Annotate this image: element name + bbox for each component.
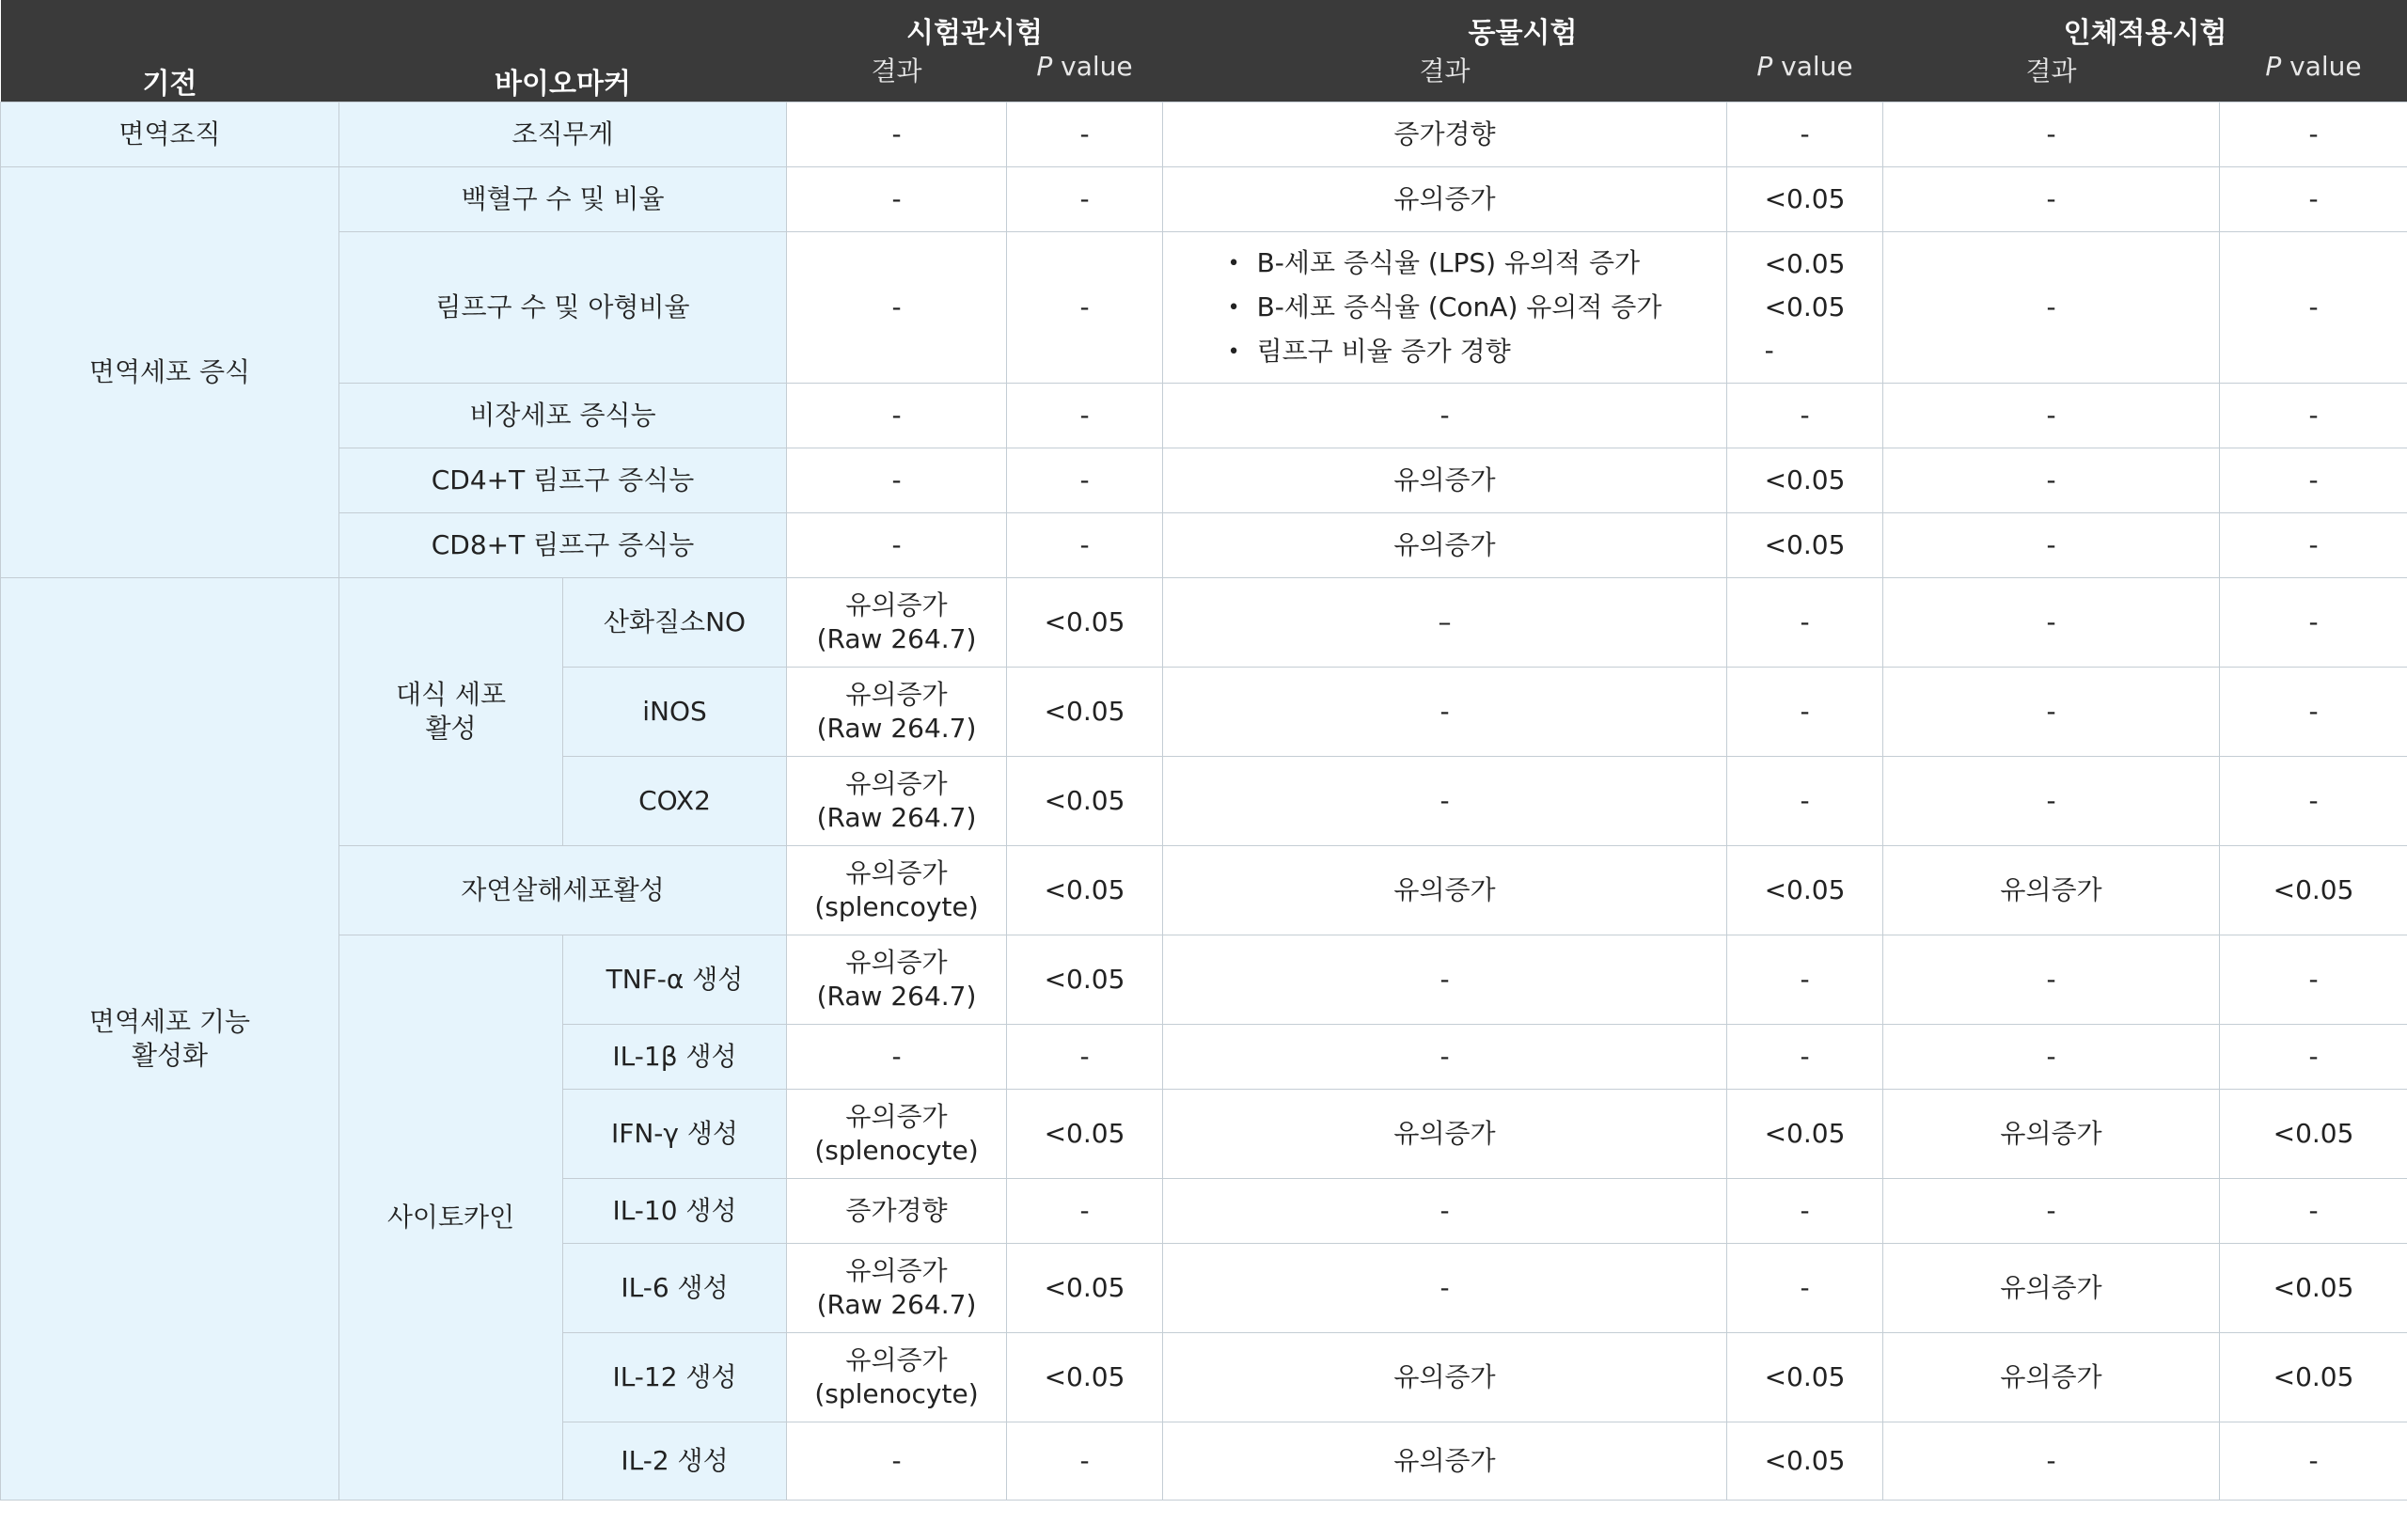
- animal-result: -: [1163, 1244, 1727, 1333]
- header-animal: 동물시험: [1163, 0, 1883, 51]
- biomarker-cell: COX2: [563, 757, 787, 846]
- animal-pvalue: -: [1727, 578, 1883, 668]
- animal-pvalue: <0.05: [1727, 448, 1883, 513]
- invitro-pvalue: -: [1007, 384, 1163, 448]
- invitro-result: -: [787, 167, 1007, 232]
- table-row: [1, 448, 2407, 513]
- human-result: -: [1883, 448, 2220, 513]
- invitro-result: -: [787, 232, 1007, 384]
- invitro-result: 유의증가 (Raw 264.7): [787, 668, 1007, 757]
- animal-pvalue: <0.05: [1727, 167, 1883, 232]
- invitro-pvalue: <0.05: [1007, 668, 1163, 757]
- human-result: -: [1883, 513, 2220, 578]
- human-result: -: [1883, 668, 2220, 757]
- invitro-pvalue: -: [1007, 448, 1163, 513]
- table-body: [1, 102, 2407, 1501]
- invitro-result: 유의증가 (splenocyte): [787, 1333, 1007, 1422]
- animal-result: 유의증가: [1163, 448, 1727, 513]
- group-immune-proliferation: 면역세포 증식: [1, 167, 339, 578]
- animal-result: -: [1163, 935, 1727, 1025]
- biomarker-cell: IL-1β 생성: [563, 1025, 787, 1090]
- human-pvalue: <0.05: [2220, 1333, 2407, 1422]
- bullet-item: • B-세포 증식율 (ConA) 유의적 증가: [1228, 286, 1662, 330]
- biomarker-cell: IL-6 생성: [563, 1244, 787, 1333]
- header-invitro-result: 결과: [787, 51, 1007, 102]
- human-result: -: [1883, 578, 2220, 668]
- invitro-result: 유의증가 (Raw 264.7): [787, 757, 1007, 846]
- animal-result: 유의증가: [1163, 1333, 1727, 1422]
- human-pvalue: <0.05: [2220, 846, 2407, 935]
- animal-result: -: [1163, 757, 1727, 846]
- biomarker-cell: 조직무게: [339, 102, 787, 167]
- invitro-pvalue: <0.05: [1007, 846, 1163, 935]
- human-pvalue: -: [2220, 935, 2407, 1025]
- human-result: -: [1883, 935, 2220, 1025]
- animal-pvalue: -: [1727, 935, 1883, 1025]
- animal-pvalue: -: [1727, 1179, 1883, 1244]
- human-pvalue: -: [2220, 167, 2407, 232]
- invitro-result: -: [787, 448, 1007, 513]
- table-row: [1, 102, 2407, 167]
- invitro-pvalue: <0.05: [1007, 935, 1163, 1025]
- animal-result: -: [1163, 1025, 1727, 1090]
- invitro-pvalue: -: [1007, 232, 1163, 384]
- biomarker-cell: 림프구 수 및 아형비율: [339, 232, 787, 384]
- animal-pvalue: <0.05: [1727, 1333, 1883, 1422]
- animal-pvalue: <0.05: [1727, 1422, 1883, 1501]
- human-pvalue: -: [2220, 232, 2407, 384]
- invitro-pvalue: -: [1007, 102, 1163, 167]
- human-result: -: [1883, 167, 2220, 232]
- invitro-result: 증가경향: [787, 1179, 1007, 1244]
- human-result: 유의증가: [1883, 1244, 2220, 1333]
- invitro-pvalue: -: [1007, 1422, 1163, 1501]
- human-result: 유의증가: [1883, 846, 2220, 935]
- pvalue-item: -: [1764, 335, 1774, 366]
- invitro-pvalue: -: [1007, 513, 1163, 578]
- animal-result: 증가경향: [1163, 102, 1727, 167]
- header-mechanism: 기전: [1, 0, 339, 102]
- invitro-result: 유의증가 (Raw 264.7): [787, 578, 1007, 668]
- header-invitro-pvalue: P value: [1007, 51, 1163, 102]
- header-invitro: 시험관시험: [787, 0, 1163, 51]
- animal-result: -: [1163, 668, 1727, 757]
- animal-pvalue: -: [1727, 668, 1883, 757]
- animal-result: -: [1163, 1179, 1727, 1244]
- animal-pvalue: <0.05: [1727, 513, 1883, 578]
- biomarker-cell: TNF-α 생성: [563, 935, 787, 1025]
- human-result: -: [1883, 1422, 2220, 1501]
- group-immune-tissue: 면역조직: [1, 102, 339, 167]
- animal-pvalue-list: [1727, 232, 1883, 384]
- human-pvalue: -: [2220, 384, 2407, 448]
- human-result: 유의증가: [1883, 1090, 2220, 1179]
- invitro-pvalue: -: [1007, 1025, 1163, 1090]
- human-pvalue: <0.05: [2220, 1090, 2407, 1179]
- header-human-result: 결과: [1883, 51, 2220, 102]
- human-pvalue: -: [2220, 1179, 2407, 1244]
- human-pvalue: -: [2220, 448, 2407, 513]
- human-pvalue: -: [2220, 668, 2407, 757]
- invitro-result: 유의증가 (Raw 264.7): [787, 935, 1007, 1025]
- biomarker-cell: 비장세포 증식능: [339, 384, 787, 448]
- invitro-pvalue: <0.05: [1007, 1244, 1163, 1333]
- biomarker-cell: 자연살해세포활성: [339, 846, 787, 935]
- animal-pvalue: -: [1727, 384, 1883, 448]
- biomarker-cell: CD8+T 림프구 증식능: [339, 513, 787, 578]
- animal-pvalue: <0.05: [1727, 846, 1883, 935]
- biomarker-cell: IL-2 생성: [563, 1422, 787, 1501]
- human-pvalue: -: [2220, 513, 2407, 578]
- header-animal-result: 결과: [1163, 51, 1727, 102]
- animal-pvalue: -: [1727, 757, 1883, 846]
- invitro-pvalue: <0.05: [1007, 757, 1163, 846]
- invitro-result: 유의증가 (splencoyte): [787, 846, 1007, 935]
- animal-result-bullets: [1228, 242, 1662, 374]
- pvalue-item: <0.05: [1764, 248, 1846, 279]
- invitro-result: 유의증가 (splenocyte): [787, 1090, 1007, 1179]
- human-pvalue: -: [2220, 1025, 2407, 1090]
- invitro-result: -: [787, 1025, 1007, 1090]
- table-header: [1, 0, 2407, 102]
- animal-pvalue-stack: [1765, 243, 1846, 372]
- biomarker-cell: 산화질소NO: [563, 578, 787, 668]
- biomarker-cell: iNOS: [563, 668, 787, 757]
- invitro-result: -: [787, 1422, 1007, 1501]
- human-result: -: [1883, 1025, 2220, 1090]
- pvalue-item: <0.05: [1764, 291, 1846, 322]
- human-result: -: [1883, 1179, 2220, 1244]
- human-result: 유의증가: [1883, 1333, 2220, 1422]
- table-row: [1, 578, 2407, 668]
- animal-pvalue: -: [1727, 1244, 1883, 1333]
- animal-result: -: [1163, 384, 1727, 448]
- invitro-result: -: [787, 102, 1007, 167]
- biomarker-cell: 백혈구 수 및 비율: [339, 167, 787, 232]
- human-pvalue: -: [2220, 1422, 2407, 1501]
- human-result: -: [1883, 757, 2220, 846]
- invitro-pvalue: <0.05: [1007, 1090, 1163, 1179]
- invitro-pvalue: -: [1007, 167, 1163, 232]
- animal-pvalue: -: [1727, 1025, 1883, 1090]
- biomarker-cell: IL-12 생성: [563, 1333, 787, 1422]
- header-biomarker: 바이오마커: [339, 0, 787, 102]
- invitro-pvalue: <0.05: [1007, 1333, 1163, 1422]
- animal-result: 유의증가: [1163, 167, 1727, 232]
- table-row: [1, 513, 2407, 578]
- header-human-pvalue: P value: [2220, 51, 2407, 102]
- table-row: [1, 384, 2407, 448]
- subgroup-cytokine: 사이토카인: [339, 935, 563, 1501]
- biomarker-cell: CD4+T 림프구 증식능: [339, 448, 787, 513]
- bullet-item: • 림프구 비율 증가 경향: [1228, 330, 1662, 374]
- bullet-item: • B-세포 증식율 (LPS) 유의적 증가: [1228, 242, 1662, 286]
- biomarker-cell: IL-10 생성: [563, 1179, 787, 1244]
- human-result: -: [1883, 102, 2220, 167]
- animal-pvalue: <0.05: [1727, 1090, 1883, 1179]
- animal-pvalue: -: [1727, 102, 1883, 167]
- header-animal-pvalue: P value: [1727, 51, 1883, 102]
- animal-result: 유의증가: [1163, 1090, 1727, 1179]
- header-human: 인체적용시험: [1883, 0, 2407, 51]
- human-pvalue: -: [2220, 578, 2407, 668]
- table-row: [1, 232, 2407, 384]
- invitro-pvalue: -: [1007, 1179, 1163, 1244]
- animal-result: 유의증가: [1163, 513, 1727, 578]
- animal-result: 유의증가: [1163, 1422, 1727, 1501]
- animal-result: –: [1163, 578, 1727, 668]
- invitro-pvalue: <0.05: [1007, 578, 1163, 668]
- animal-result: 유의증가: [1163, 846, 1727, 935]
- human-result: -: [1883, 384, 2220, 448]
- animal-result-list: [1163, 232, 1727, 384]
- group-immune-function: 면역세포 기능 활성화: [1, 578, 339, 1501]
- table-row: [1, 935, 2407, 1025]
- invitro-result: -: [787, 513, 1007, 578]
- human-pvalue: -: [2220, 757, 2407, 846]
- table-row: [1, 167, 2407, 232]
- human-result: -: [1883, 232, 2220, 384]
- human-pvalue: <0.05: [2220, 1244, 2407, 1333]
- human-pvalue: -: [2220, 102, 2407, 167]
- subgroup-macrophage: 대식 세포 활성: [339, 578, 563, 846]
- biomarker-cell: IFN-γ 생성: [563, 1090, 787, 1179]
- invitro-result: -: [787, 384, 1007, 448]
- table-row: [1, 846, 2407, 935]
- invitro-result: 유의증가 (Raw 264.7): [787, 1244, 1007, 1333]
